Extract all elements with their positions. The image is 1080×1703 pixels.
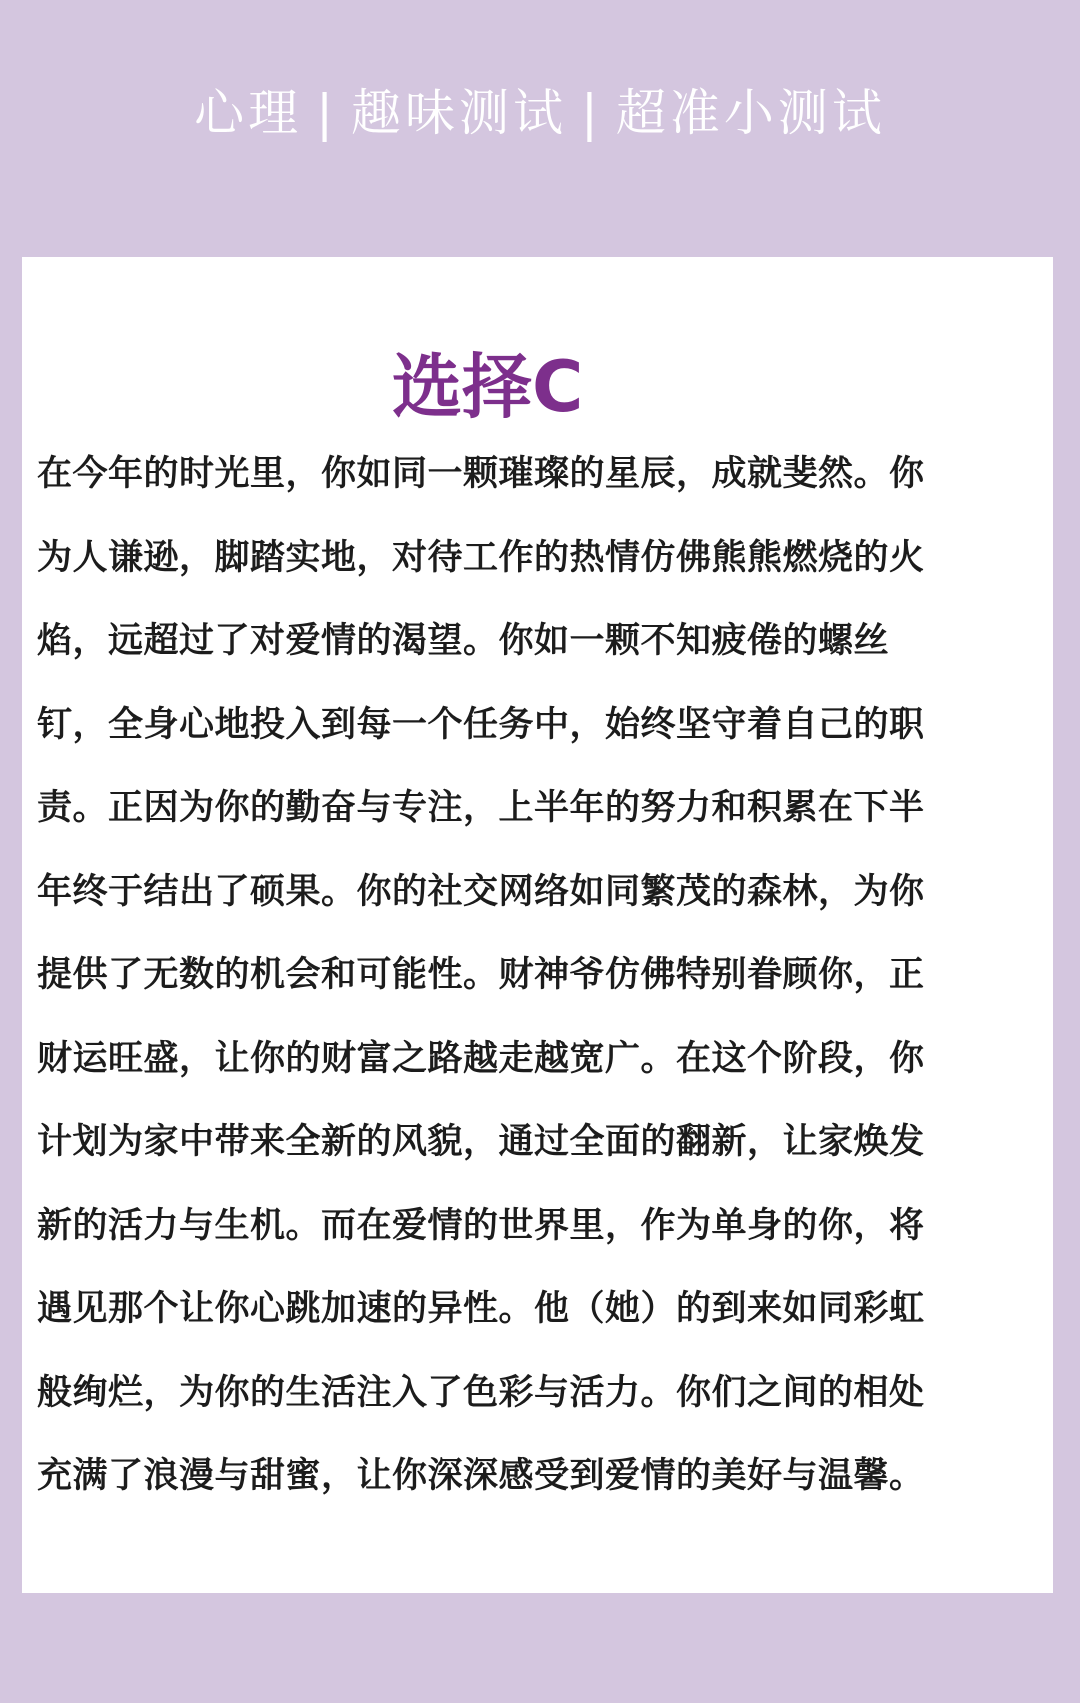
header-separator: | [316,84,337,142]
text-line: 遇见那个让你心跳加速的异性。他（她）的到来如同彩虹 [37,1289,925,1329]
text-line: 般绚烂，为你的生活注入了色彩与活力。你们之间的相处 [37,1372,925,1413]
header-part-fun-test: 趣味测试 [351,84,567,142]
text-line: 提供了无数的机会和可能性。财神爷仿佛特别眷顾你，正 [37,955,925,995]
text-line: 为人谦逊，脚踏实地，对待工作的热情仿佛熊熊燃烧的火 [37,537,925,578]
text-line: 在今年的时光里，你如同一颗璀璨的星辰，成就斐然。你 [37,454,925,494]
text-line: 新的活力与生机。而在爱情的世界里，作为单身的你，将 [37,1205,925,1246]
text-line: 钉，全身心地投入到每一个任务中，始终坚守着自己的职 [37,704,925,745]
text-line: 年终于结出了硕果。你的社交网络如同繁茂的森林，为你 [37,871,925,912]
text-line: 充满了浪漫与甜蜜，让你深深感受到爱情的美好与温馨。 [37,1456,925,1496]
header-separator: | [581,84,602,142]
text-line: 责。正因为你的勤奋与专注，上半年的努力和积累在下半 [37,788,925,828]
header-part-accurate-test: 超准小测试 [615,84,886,142]
content-card [22,257,1053,1593]
header-title [0,78,1080,148]
result-description [37,433,1037,1519]
text-line: 财运旺盛，让你的财富之路越走越宽广。在这个阶段，你 [37,1038,925,1079]
header-part-psychology: 心理 [194,84,303,142]
option-title: 选择C [392,346,584,428]
text-line: 焰，远超过了对爱情的渴望。你如一颗不知疲倦的螺丝 [37,621,890,661]
text-line: 计划为家中带来全新的风貌，通过全面的翻新，让家焕发 [37,1122,925,1162]
